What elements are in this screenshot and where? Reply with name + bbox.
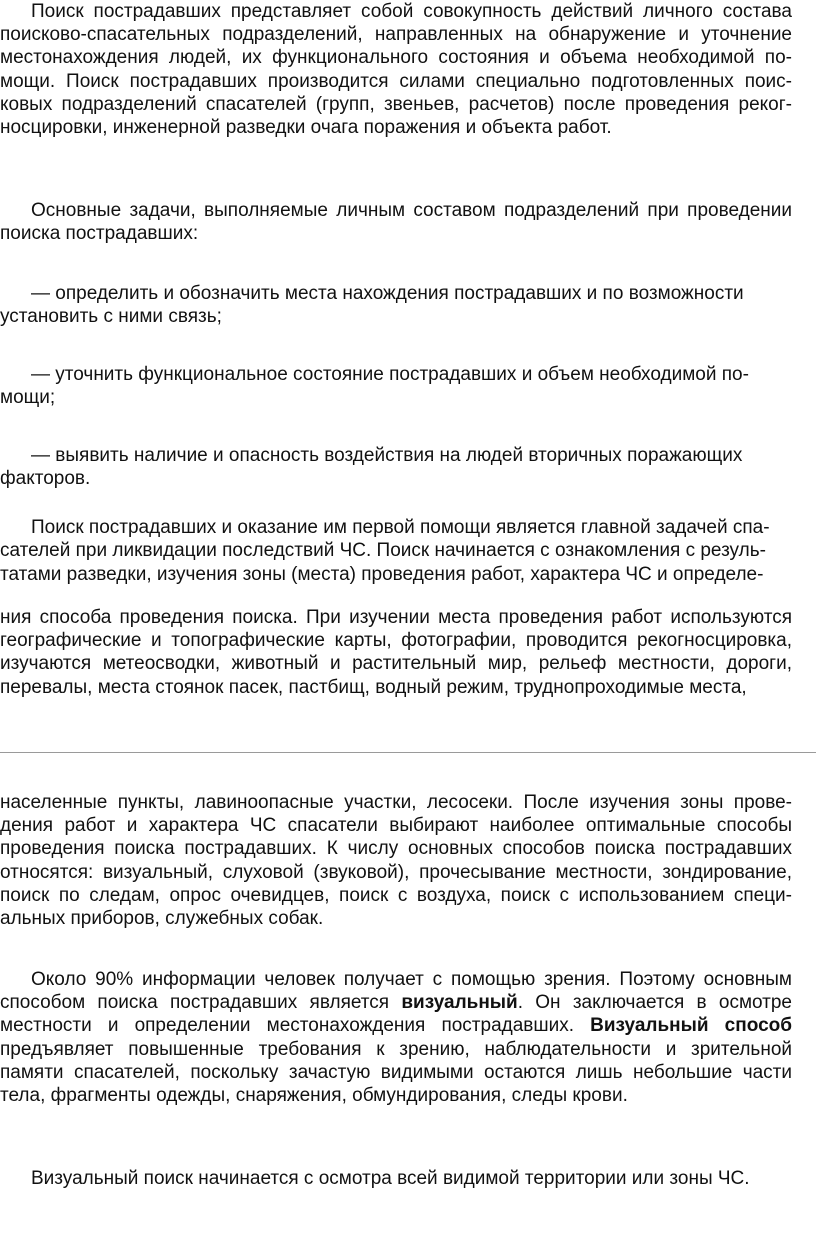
- paragraph-rescue-task-line-1: Поиск пострадавших и оказание им первой помощи является главной задачей спа-: [31, 517, 770, 538]
- paragraph-site-study: ния способа проведения поиска. При изучении места проведения работ используются географические и топографические карты, фотографии, проводится рекогносцировка, изучаются метеосводки, животный и растительный мир, рельеф местности, дороги, перевалы, места стоянок пасек, пастбищ, водный режим, труднопроходимые места,: [0, 607, 792, 698]
- paragraph-main-tasks-intro: Основные задачи, выполняемые личным составом подразделений при проведении поиска пострадавших:: [0, 200, 792, 245]
- page-break-divider: [0, 752, 816, 753]
- visual-term-bold: визуальный: [401, 992, 518, 1014]
- visual-method-text-3: предъявляет повышенные требования к зрению, наблюдательности и зрительной памяти спасателей, поскольку зачастую видимыми остаются лишь небольшие части тела, фрагменты одежды, снаряжения, обмундирования, следы крови.: [0, 1038, 792, 1107]
- paragraph-search-definition: Поиск пострадавших представляет собой совокупность действий личного состава поисково-спасательных подразделений, направленных на обнаружение и уточнение местонахождения людей, их функционального состояния и объема необходимой по-мощи. Поиск пострадавших производится силами специально подготовленных поис-ковых подразделений спасателей (групп, звеньев, расчетов) после проведения реког-носцировки, инженерной разведки очага поражения и объекта работ.: [0, 1, 792, 139]
- paragraph-visual-search-start: Визуальный поиск начинается с осмотра всей видимой территории или зоны ЧС.: [31, 1168, 750, 1189]
- paragraph-search-methods: населенные пункты, лавиноопасные участки, лесосеки. После изучения зоны прове-дения работ и характера ЧС спасатели выбирают наиболее оптимальные способы проведения поиска пострадавших. К числу основных способов поиска пострадавших относятся: визуальный, слуховой (звуковой), прочесывание местности, зондирование, поиск по следам, опрос очевидцев, поиск с воздуха, поиск с использованием специ-альных приборов, служебных собак.: [0, 792, 792, 930]
- paragraph-rescue-task-line-2: сателей при ликвидации последствий ЧС. Поиск начинается с ознакомления с резуль-: [0, 540, 766, 561]
- visual-method-term-bold: Визуальный способ: [590, 1015, 792, 1037]
- task-item-secondary-factors: — выявить наличие и опасность воздействия на людей вторичных поражающих факторов.: [0, 445, 743, 490]
- task-item-locate-victims: — определить и обозначить места нахождения пострадавших и по возможности установить с ними связь;: [0, 283, 744, 328]
- visual-method-text-1: Около 90% информации человек получает с помощью зрения. Поэтому основным способом поиска пострадавших является: [0, 969, 792, 1014]
- visual-method-text-2: . Он заключается в осмотре местности и определении местонахождения пострадавших.: [0, 992, 792, 1037]
- paragraph-rescue-task-line-3: татами разведки, изучения зоны (места) проведения работ, характера ЧС и определе-: [0, 564, 764, 585]
- task-item-assess-condition: — уточнить функциональное состояние пострадавших и объем необходимой по-мощи;: [0, 364, 749, 409]
- paragraph-visual-method: [0, 968, 792, 1107]
